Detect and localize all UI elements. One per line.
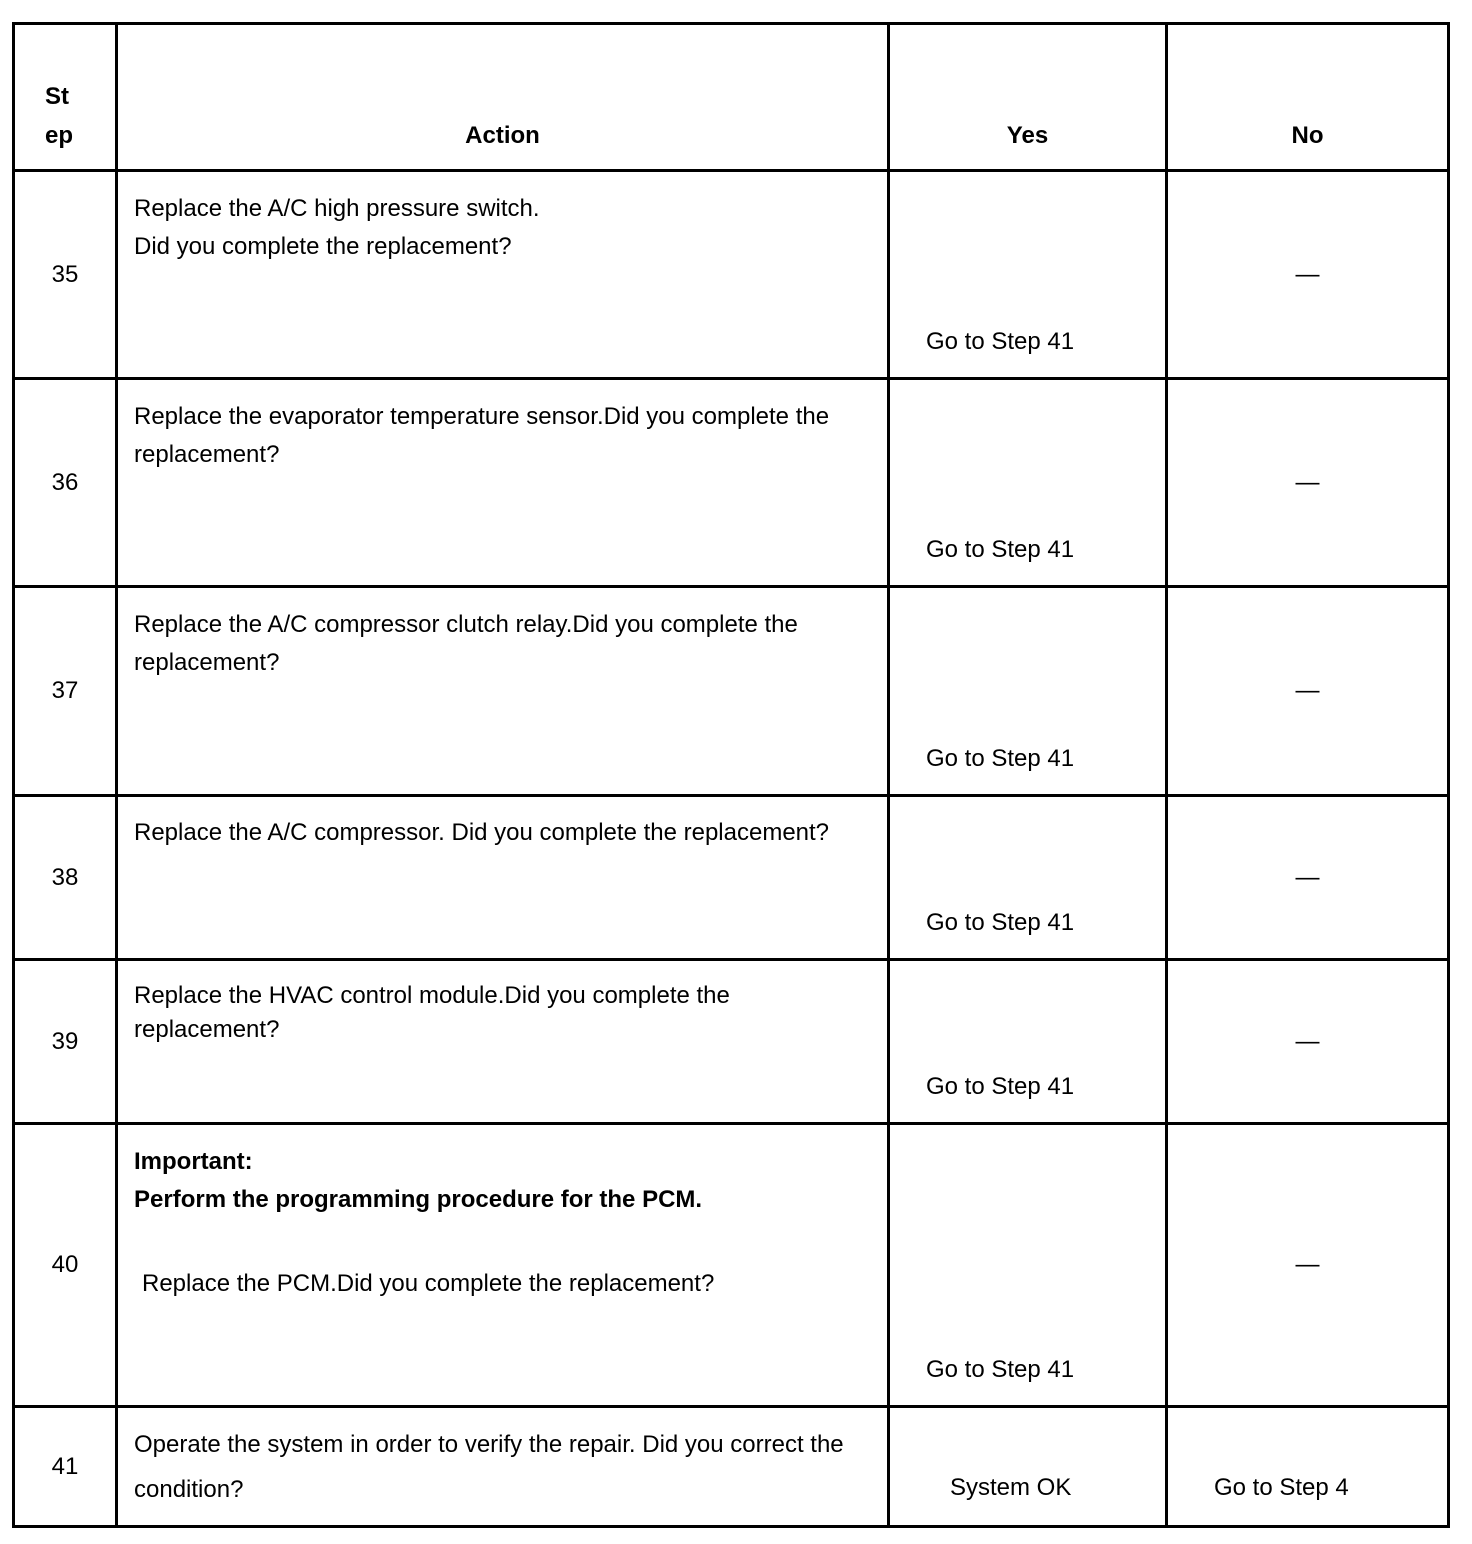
yes-cell [889,960,1167,1124]
action-text: Replace the HVAC control module.Did you complete the replacement? [134,982,730,1043]
step-number: 41 [14,1407,117,1527]
no-result: — [1167,379,1449,587]
action-text: Replace the A/C compressor clutch relay.Did you complete the replacement? [134,611,798,676]
step-number: 39 [14,960,117,1124]
yes-result: Go to Step 41 [926,745,1075,772]
step-number: 40 [14,1124,117,1407]
header-yes: Yes [889,24,1167,171]
step-number: 36 [14,379,117,587]
step-number: 38 [14,796,117,960]
table-row [14,960,1449,1124]
header-no: No [1167,24,1449,171]
yes-result: Go to Step 41 [926,909,1075,936]
important-label: Important: [134,1148,253,1175]
yes-result: System OK [950,1474,1072,1501]
yes-result: Go to Step 41 [926,328,1075,355]
table-row [14,1407,1449,1527]
action-text: Did you complete the replacement? [134,233,512,260]
table-row [14,796,1449,960]
action-text: Replace the A/C compressor. Did you complete the replacement? [134,819,830,846]
action-cell [117,171,889,379]
no-result: — [1167,1124,1449,1407]
action-cell [117,1124,889,1407]
table-row [14,587,1449,796]
action-text: Operate the system in order to verify the repair. Did you correct the condition? [134,1431,844,1503]
action-cell [117,960,889,1124]
yes-cell [889,171,1167,379]
header-action: Action [117,24,889,171]
table-row [14,171,1449,379]
yes-result: Go to Step 41 [926,1356,1075,1383]
no-cell [1167,1407,1449,1527]
header-row [14,24,1449,171]
action-cell [117,379,889,587]
yes-cell [889,796,1167,960]
no-result: — [1167,171,1449,379]
yes-cell [889,1407,1167,1527]
yes-cell [889,1124,1167,1407]
table-row [14,379,1449,587]
no-result: — [1167,796,1449,960]
no-result: Go to Step 4 [1214,1474,1349,1501]
diagnostic-table [12,22,1450,1528]
yes-cell [889,587,1167,796]
action-text: Replace the A/C high pressure switch. [134,195,540,222]
action-cell [117,796,889,960]
action-text: Replace the evaporator temperature sensor.Did you complete the replacement? [134,403,830,468]
yes-result: Go to Step 41 [926,536,1075,563]
no-result: — [1167,960,1449,1124]
action-cell [117,1407,889,1527]
action-cell [117,587,889,796]
header-step: St ep [14,24,117,171]
yes-result: Go to Step 41 [926,1073,1075,1100]
important-text: Perform the programming procedure for the PCM. [134,1186,703,1213]
action-text: Replace the PCM.Did you complete the replacement? [142,1270,715,1297]
yes-cell [889,379,1167,587]
step-number: 37 [14,587,117,796]
step-number: 35 [14,171,117,379]
no-result: — [1167,587,1449,796]
table-row [14,1124,1449,1407]
